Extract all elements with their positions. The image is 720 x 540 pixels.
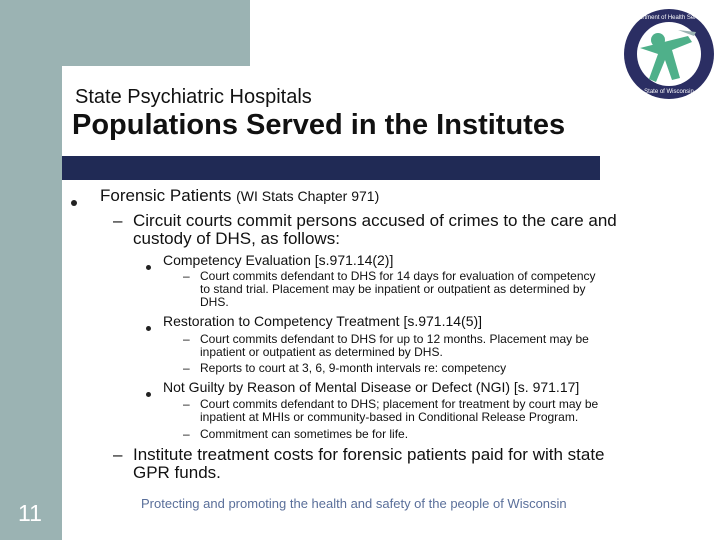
- page-number: 11: [18, 500, 42, 526]
- dash-marker: –: [183, 397, 190, 411]
- dash-marker: –: [183, 361, 190, 375]
- dash-marker: –: [183, 427, 190, 441]
- competency-evaluation: Competency Evaluation [s.971.14(2)]: [163, 252, 394, 268]
- slide-title: Populations Served in the Institutes: [72, 109, 566, 141]
- competency-eval-line3: DHS.: [200, 295, 229, 309]
- institute-costs-line1: Institute treatment costs for forensic patients paid for with state: [133, 445, 605, 464]
- slide-subtitle: State Psychiatric Hospitals: [75, 86, 312, 108]
- competency-eval-detail: [200, 270, 596, 309]
- ngi-line1: Court commits defendant to DHS; placement for treatment by court may be: [200, 397, 599, 411]
- bullet-icon: [146, 392, 151, 397]
- bullet-ngi: [146, 384, 151, 402]
- logo-ring-text-bottom: State of Wisconsin: [644, 89, 694, 95]
- forensic-label: Forensic Patients: [100, 186, 232, 205]
- circuit-courts-text: [133, 212, 617, 248]
- forensic-statute: (WI Stats Chapter 971): [236, 188, 380, 204]
- bullet-icon: [146, 265, 151, 270]
- ngi-detail: [200, 398, 598, 424]
- dash-marker: –: [183, 269, 190, 283]
- bullet-competency: [146, 257, 151, 275]
- restoration-detail: [200, 333, 589, 359]
- restoration-line2: inpatient or outpatient as determined by DHS.: [200, 345, 443, 359]
- institute-costs-text: [133, 446, 605, 482]
- dash-marker: –: [113, 445, 123, 464]
- logo-ring-text-top: Department of Health Services: [628, 15, 710, 21]
- top-teal-block: [62, 0, 250, 66]
- footer-tagline: Protecting and promoting the health and safety of the people of Wisconsin: [141, 496, 567, 511]
- restoration-competency: Restoration to Competency Treatment [s.971.14(5)]: [163, 313, 483, 329]
- dash-marker: –: [113, 211, 123, 230]
- competency-eval-line1: Court commits defendant to DHS for 14 days for evaluation of competency: [200, 269, 596, 283]
- ngi-item: Not Guilty by Reason of Mental Disease or Defect (NGI) [s. 971.17]: [163, 379, 580, 395]
- forensic-patients-heading: [100, 186, 379, 206]
- institute-costs-line2: GPR funds.: [133, 463, 221, 482]
- ngi-commitment: Commitment can sometimes be for life.: [200, 427, 409, 441]
- circuit-courts-line2: custody of DHS, as follows:: [133, 229, 340, 248]
- bullet-icon: [71, 200, 77, 206]
- competency-eval-line2: to stand trial. Placement may be inpatient or outpatient as determined by: [200, 282, 586, 296]
- ngi-line2: inpatient at MHIs or community-based in Conditional Release Program.: [200, 410, 579, 424]
- left-teal-band: [0, 0, 62, 540]
- restoration-line1: Court commits defendant to DHS for up to 12 months. Placement may be: [200, 332, 589, 346]
- restoration-reports: Reports to court at 3, 6, 9-month intervals re: competency: [200, 361, 507, 375]
- title-underline-bar: [62, 156, 600, 180]
- circuit-courts-line1: Circuit courts commit persons accused of crimes to the care and: [133, 211, 617, 230]
- bullet-forensic: [71, 193, 77, 211]
- dash-marker: –: [183, 332, 190, 346]
- bullet-icon: [146, 326, 151, 331]
- bullet-restoration: [146, 318, 151, 336]
- dhs-logo: [622, 2, 716, 106]
